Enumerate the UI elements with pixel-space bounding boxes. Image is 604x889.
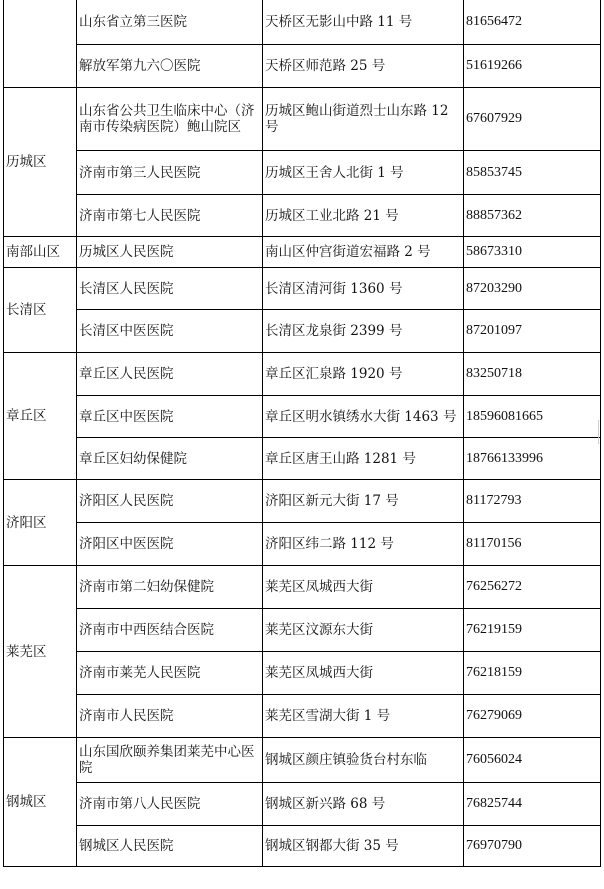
address-cell: 莱芜区汶源东大街	[263, 609, 464, 652]
phone-cell: 76219159	[464, 609, 601, 652]
phone-cell: 81170156	[464, 523, 601, 566]
address-cell: 历城区鲍山街道烈士山东路 12 号	[263, 88, 464, 151]
table-row	[4, 438, 601, 480]
district-cell: 章丘区	[4, 353, 77, 480]
district-cell: 莱芜区	[4, 566, 77, 738]
phone-cell: 18596081665	[464, 396, 601, 438]
table-row	[4, 695, 601, 738]
phone-cell: 76970790	[464, 826, 601, 867]
hospital-name-cell: 济南市中西医结合医院	[77, 609, 263, 652]
district-cell: 济阳区	[4, 480, 77, 566]
hospital-name-cell: 山东省立第三医院	[77, 0, 263, 45]
table-row	[4, 268, 601, 310]
phone-cell: 87203290	[464, 268, 601, 310]
table-row	[4, 353, 601, 396]
address-cell: 济阳区纬二路 112 号	[263, 523, 464, 566]
table-row	[4, 652, 601, 695]
hospital-name-cell: 历城区人民医院	[77, 237, 263, 268]
phone-cell: 76825744	[464, 783, 601, 826]
phone-cell: 83250718	[464, 353, 601, 396]
table-row	[4, 480, 601, 523]
table-row	[4, 195, 601, 237]
hospital-name-cell: 山东省公共卫生临床中心（济南市传染病医院）鲍山院区	[77, 88, 263, 151]
phone-cell: 76056024	[464, 738, 601, 783]
district-cell: 长清区	[4, 268, 77, 353]
hospital-name-cell: 济南市第八人民医院	[77, 783, 263, 826]
address-cell: 长清区清河街 1360 号	[263, 268, 464, 310]
hospital-name-cell: 长清区中医医院	[77, 310, 263, 353]
hospital-name-cell: 济南市第七人民医院	[77, 195, 263, 237]
address-cell: 天桥区师范路 25 号	[263, 45, 464, 88]
table-row	[4, 310, 601, 353]
address-cell: 天桥区无影山中路 11 号	[263, 0, 464, 45]
district-cell: 钢城区	[4, 738, 77, 867]
address-cell: 历城区王舍人北街 1 号	[263, 151, 464, 195]
phone-cell: 67607929	[464, 88, 601, 151]
address-cell: 章丘区明水镇绣水大街 1463 号	[263, 396, 464, 438]
table-row	[4, 45, 601, 88]
phone-cell: 58673310	[464, 237, 601, 268]
phone-cell: 81656472	[464, 0, 601, 45]
table-row	[4, 609, 601, 652]
phone-cell: 76218159	[464, 652, 601, 695]
hospital-name-cell: 长清区人民医院	[77, 268, 263, 310]
address-cell: 莱芜区雪湖大街 1 号	[263, 695, 464, 738]
hospital-name-cell: 济南市人民医院	[77, 695, 263, 738]
table-row	[4, 88, 601, 151]
table-row	[4, 151, 601, 195]
address-cell: 莱芜区凤城西大街	[263, 566, 464, 609]
address-cell: 钢城区颜庄镇验货台村东临	[263, 738, 464, 783]
table-row	[4, 396, 601, 438]
margin-marker	[598, 420, 599, 444]
phone-cell: 18766133996	[464, 438, 601, 480]
phone-cell: 85853745	[464, 151, 601, 195]
table-row	[4, 0, 601, 45]
phone-cell: 76279069	[464, 695, 601, 738]
phone-cell: 87201097	[464, 310, 601, 353]
phone-cell: 88857362	[464, 195, 601, 237]
hospital-name-cell: 济南市莱芜人民医院	[77, 652, 263, 695]
hospital-name-cell: 济阳区人民医院	[77, 480, 263, 523]
table-row	[4, 826, 601, 867]
district-cell	[4, 0, 77, 88]
address-cell: 长清区龙泉街 2399 号	[263, 310, 464, 353]
table-row	[4, 237, 601, 268]
hospital-table-body	[4, 0, 601, 867]
hospital-name-cell: 钢城区人民医院	[77, 826, 263, 867]
table-row	[4, 566, 601, 609]
address-cell: 南山区仲宫街道宏福路 2 号	[263, 237, 464, 268]
address-cell: 莱芜区凤城西大街	[263, 652, 464, 695]
hospital-name-cell: 解放军第九六〇医院	[77, 45, 263, 88]
hospital-table	[3, 0, 601, 867]
hospital-name-cell: 章丘区中医医院	[77, 396, 263, 438]
table-row	[4, 523, 601, 566]
district-cell: 历城区	[4, 88, 77, 237]
table-row	[4, 738, 601, 783]
hospital-name-cell: 山东国欣颐养集团莱芜中心医院	[77, 738, 263, 783]
hospital-name-cell: 济阳区中医医院	[77, 523, 263, 566]
address-cell: 钢城区钢都大街 35 号	[263, 826, 464, 867]
table-row	[4, 783, 601, 826]
hospital-name-cell: 章丘区妇幼保健院	[77, 438, 263, 480]
hospital-name-cell: 章丘区人民医院	[77, 353, 263, 396]
phone-cell: 81172793	[464, 480, 601, 523]
phone-cell: 51619266	[464, 45, 601, 88]
address-cell: 章丘区汇泉路 1920 号	[263, 353, 464, 396]
address-cell: 钢城区新兴路 68 号	[263, 783, 464, 826]
address-cell: 历城区工业北路 21 号	[263, 195, 464, 237]
hospital-name-cell: 济南市第三人民医院	[77, 151, 263, 195]
address-cell: 济阳区新元大街 17 号	[263, 480, 464, 523]
address-cell: 章丘区唐王山路 1281 号	[263, 438, 464, 480]
hospital-name-cell: 济南市第二妇幼保健院	[77, 566, 263, 609]
phone-cell: 76256272	[464, 566, 601, 609]
district-cell: 南部山区	[4, 237, 77, 268]
